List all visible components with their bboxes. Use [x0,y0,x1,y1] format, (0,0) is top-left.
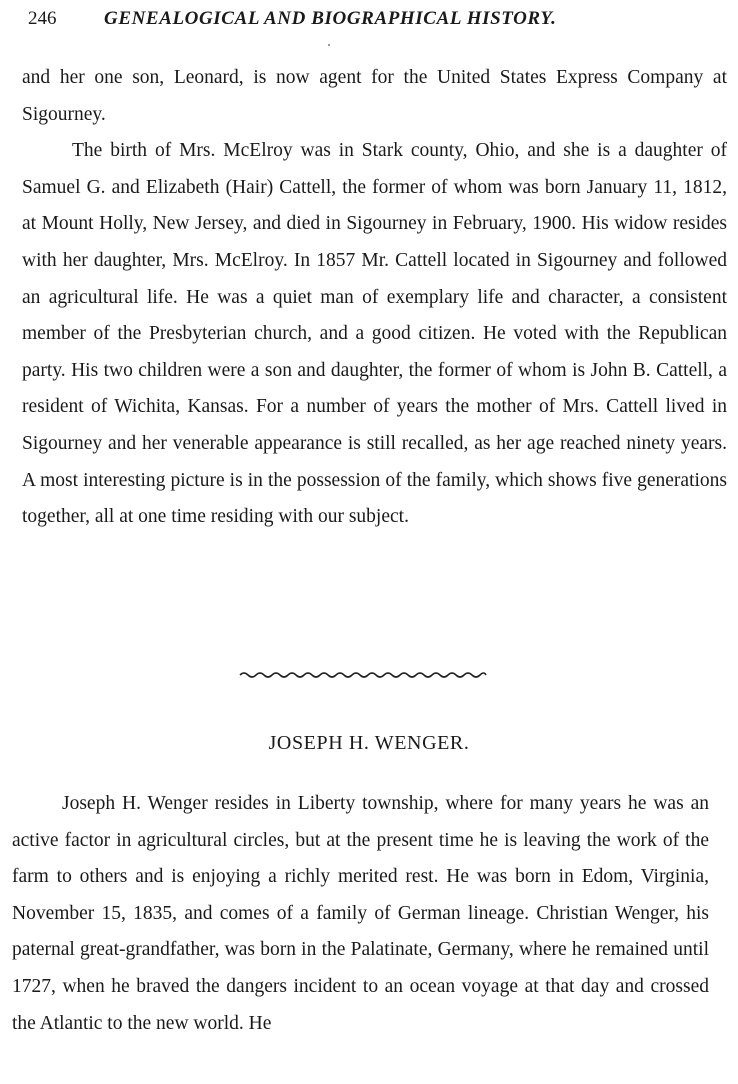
page-number: 246 [28,8,57,29]
paragraph-wenger-bio: Joseph H. Wenger resides in Liberty township, where for many years he was an active factor in agricultural circles, but at the present time he is leaving the work of the farm to others and is enjoying a richly merited rest. He was born in Edom, Virginia, November 15, 1835, and comes of a family of German lineage. Christian Wenger, his paternal great-grandfather, was born in the Palatinate, Germany, where he remained until 1727, when he braved the dangers incident to an ocean voyage at that day and crossed the Atlantic to the new world. He [12,793,709,1034]
paragraph-continued: and her one son, Leonard, is now agent for the United States Express Company at Sigourney. [22,67,727,125]
running-head: GENEALOGICAL AND BIOGRAPHICAL HISTORY. [104,8,557,29]
continued-text-block [22,60,727,536]
print-speck [328,44,330,46]
section-divider-ornament [238,666,488,682]
section-title: JOSEPH H. WENGER. [268,732,470,754]
wavy-rule [240,673,486,677]
wenger-text-block [12,786,709,1042]
page-header [28,4,698,34]
paragraph-cattell-family: The birth of Mrs. McElroy was in Stark county, Ohio, and she is a daughter of Samuel G. and Elizabeth (Hair) Cattell, the former of whom was born January 11, 1812, at Mount Holly, New Jersey, and died in Sigourney in February, 1900. His widow resides with her daughter, Mrs. McElroy. In 1857 Mr. Cattell located in Sigourney and followed an agricultural life. He was a quiet man of exemplary life and character, a consistent member of the Presbyterian church, and a good citizen. He voted with the Republican party. His two children were a son and daughter, the former of whom is John B. Cattell, a resident of Wichita, Kansas. For a number of years the mother of Mrs. Cattell lived in Sigourney and her venerable appearance is still recalled, as her age reached ninety years. A most interesting picture is in the possession of the family, which shows five generations together, all at one time residing with our subject. [22,140,727,528]
